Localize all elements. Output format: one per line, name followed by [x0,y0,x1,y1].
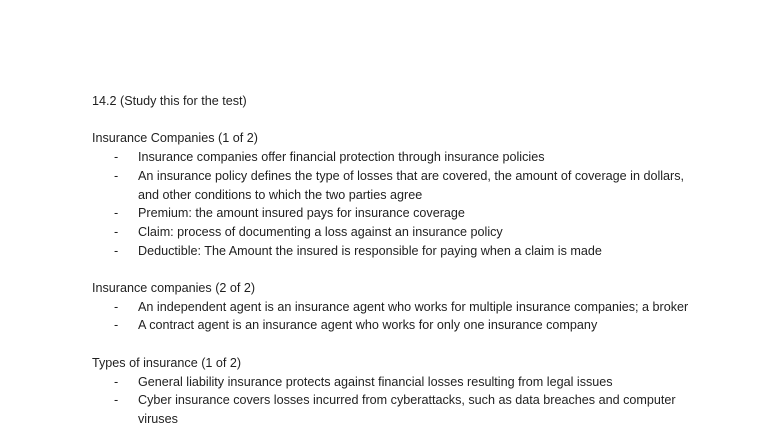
bullet-dash: - [114,168,119,183]
bullet-dash: - [114,224,119,239]
bullet-dash: - [114,299,119,314]
blank-line [92,335,712,354]
list-item [92,391,698,428]
bullet-list [92,373,712,429]
list-item [92,167,698,204]
list-item [92,242,698,261]
list-item-text: Premium: the amount insured pays for insurance coverage [138,206,465,221]
list-item-text: Cyber insurance covers losses incurred from cyberattacks, such as data breaches and computer viruses [138,393,676,426]
list-item [92,298,698,317]
blank-line [92,111,712,130]
section-insurance-companies-2 [92,279,712,335]
blank-line [92,260,712,279]
list-item-text: Insurance companies offer financial protection through insurance policies [138,150,545,165]
bullet-dash: - [114,374,119,389]
document-body [92,92,712,429]
document-heading: 14.2 (Study this for the test) [92,94,247,108]
list-item [92,373,698,392]
list-item [92,204,698,223]
list-item [92,223,698,242]
bullet-dash: - [114,393,119,408]
list-item-text: Claim: process of documenting a loss against an insurance policy [138,224,503,239]
bullet-dash: - [114,318,119,333]
list-item-text: Deductible: The Amount the insured is responsible for paying when a claim is made [138,243,602,258]
section-insurance-companies-1 [92,129,712,260]
section-title: Types of insurance (1 of 2) [92,355,242,370]
bullet-list [92,148,712,260]
bullet-list [92,298,712,335]
bullet-dash: - [114,150,119,165]
list-item-text: General liability insurance protects against financial losses resulting from legal issues [138,374,613,389]
section-title: Insurance Companies (1 of 2) [92,131,258,146]
bullet-dash: - [114,206,119,221]
section-types-of-insurance-1 [92,354,712,429]
list-item [92,316,698,335]
list-item-text: A contract agent is an insurance agent who works for only one insurance company [138,318,598,333]
list-item-text: An independent agent is an insurance agent who works for multiple insurance companies; a broker [138,299,689,314]
list-item [92,148,698,167]
section-title: Insurance companies (2 of 2) [92,281,256,295]
bullet-dash: - [114,243,119,258]
list-item-text: An insurance policy defines the type of losses that are covered, the amount of coverage in dollars, and other conditions to which the two parties agree [138,168,685,202]
